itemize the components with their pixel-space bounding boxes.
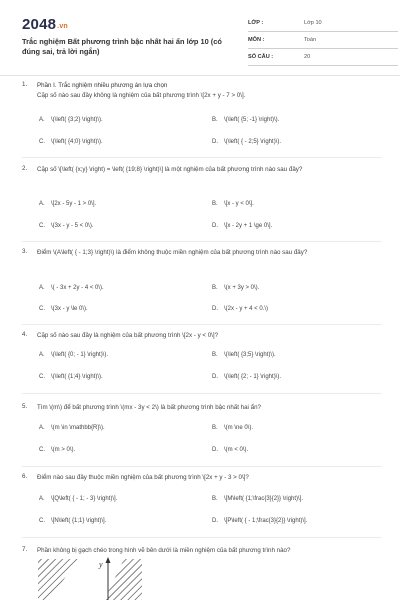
question-4	[22, 331, 382, 401]
option-d[interactable]	[212, 374, 281, 380]
option-label: A.	[39, 352, 45, 358]
question-5	[22, 403, 382, 473]
header-divider	[0, 75, 400, 76]
section-heading: Phần I. Trắc nghiệm nhiều phương án lựa chọn	[37, 82, 168, 89]
question-3	[22, 248, 382, 328]
question-text: Điểm \(A\left( { - 1;3} \right)\) là điểm không thuộc miền nghiệm của bất phương trình nào sau đây?	[37, 249, 308, 256]
option-label: B.	[212, 425, 218, 431]
question-number: 1.	[22, 81, 28, 88]
option-c[interactable]	[39, 447, 75, 453]
option-text: \(x + 3y > 0\).	[224, 285, 260, 291]
option-text: \(\left( {2; - 1} \right)\).	[224, 374, 282, 380]
option-label: A.	[39, 201, 45, 207]
hatched-region-left	[38, 559, 78, 600]
question-divider	[22, 241, 382, 242]
option-a[interactable]	[39, 352, 108, 358]
document-meta	[248, 15, 398, 66]
option-text: \(2x - y + 4 < 0.\)	[224, 306, 269, 312]
question-number: 3.	[22, 248, 28, 255]
meta-label: LỚP :	[248, 20, 264, 26]
question-2	[22, 165, 382, 245]
option-text: \[2x - 5y - 1 > 0\].	[51, 201, 97, 207]
question-text: Cặp số nào sau đây là nghiệm của bất phương trình \[2x - y < 0\]?	[37, 332, 219, 339]
document-header	[22, 12, 382, 70]
question-divider	[22, 393, 382, 394]
question-text: Phần không bị gạch chéo trong hình vẽ bên dưới là miền nghiệm của bất phương trình nào?	[37, 547, 291, 554]
option-text: \(\left( {3;2} \right)\).	[51, 117, 103, 123]
site-logo[interactable]	[22, 16, 68, 33]
option-label: D.	[212, 306, 218, 312]
question-divider	[22, 466, 382, 467]
option-b[interactable]	[212, 285, 259, 291]
question-stem: Cặp số nào sau đây không là nghiệm của bất phương trình \[2x + y - 7 > 0\].	[37, 92, 246, 99]
option-text: \(3x - y \le 0\).	[51, 306, 88, 312]
meta-value: Lớp 10	[304, 20, 322, 26]
option-b[interactable]	[212, 201, 254, 207]
question-text: Cặp số \[\left( {x;y} \right) = \left( {19;8} \right)\] là một nghiệm của bất phương trình nào sau đây?	[37, 166, 303, 173]
option-a[interactable]	[39, 117, 103, 123]
option-text: \(\left( {3;5} \right)\).	[224, 352, 276, 358]
option-text: \(\left( {4;0} \right)\).	[51, 139, 103, 145]
option-d[interactable]	[212, 139, 281, 145]
option-label: D.	[212, 374, 218, 380]
option-c[interactable]	[39, 518, 106, 524]
option-c[interactable]	[39, 374, 103, 380]
option-b[interactable]	[212, 352, 276, 358]
option-text: \(\left( { - 2;5} \right)\).	[224, 139, 282, 145]
option-label: C.	[39, 139, 45, 145]
option-c[interactable]	[39, 306, 88, 312]
option-b[interactable]	[212, 117, 279, 123]
option-text: \(\left( {5; -1} \right)\).	[224, 117, 280, 123]
meta-label: SỐ CÂU :	[248, 54, 274, 60]
option-label: A.	[39, 117, 45, 123]
option-b[interactable]	[212, 425, 253, 431]
y-axis-arrow	[106, 557, 111, 563]
option-label: C.	[39, 518, 45, 524]
option-text: \(m > 0\).	[51, 447, 76, 453]
option-text: \(\left( {0; - 1} \right)\).	[51, 352, 109, 358]
option-d[interactable]	[212, 447, 248, 453]
option-text: \(m \in \mathbb{R}\).	[51, 425, 105, 431]
question-text	[37, 81, 375, 101]
half-plane-figure	[38, 555, 142, 600]
option-text: \(m < 0\).	[224, 447, 249, 453]
option-text: \[x - 2y + 1 \ge 0\].	[224, 223, 273, 229]
option-a[interactable]	[39, 425, 105, 431]
question-6	[22, 473, 382, 543]
option-label: C.	[39, 306, 45, 312]
meta-row-subject	[248, 32, 398, 49]
meta-label: MÔN :	[248, 37, 265, 43]
meta-row-question-count	[248, 49, 398, 66]
option-text: \[M\left( {1;\frac{3}{2}} \right)\].	[224, 496, 304, 502]
logo-text: 2048	[22, 16, 57, 33]
question-number: 7.	[22, 546, 28, 553]
question-number: 6.	[22, 473, 28, 480]
question-1	[22, 81, 382, 161]
logo-suffix: .vn	[57, 23, 68, 30]
option-label: A.	[39, 285, 45, 291]
option-label: B.	[212, 496, 218, 502]
option-label: D.	[212, 447, 218, 453]
option-text: \[P\left( { - 1;\frac{3}{2}} \right)\].	[224, 518, 308, 524]
option-text: \[Q\left( { - 1; - 3} \right)\].	[51, 496, 118, 502]
question-number: 4.	[22, 331, 28, 338]
option-label: A.	[39, 425, 45, 431]
meta-value: 20	[304, 54, 311, 60]
option-label: D.	[212, 223, 218, 229]
option-label: D.	[212, 518, 218, 524]
option-label: C.	[39, 374, 45, 380]
option-label: B.	[212, 117, 218, 123]
option-a[interactable]	[39, 201, 96, 207]
option-label: B.	[212, 285, 218, 291]
question-divider	[22, 537, 382, 538]
option-label: B.	[212, 201, 218, 207]
option-d[interactable]	[212, 223, 272, 229]
option-text: \(\left( {1;4} \right)\).	[51, 374, 103, 380]
question-text: Tìm \(m\) để bất phương trình \(mx - 3y < 2\) là bất phương trình bậc nhất hai ẩn?	[37, 404, 261, 411]
option-label: D.	[212, 139, 218, 145]
y-axis-label: y	[99, 560, 103, 569]
meta-value: Toán	[304, 37, 317, 43]
option-text: \[x - y < 0\].	[224, 201, 254, 207]
option-text: \[N\left( {1;1} \right)\].	[51, 518, 107, 524]
option-label: B.	[212, 352, 218, 358]
option-d[interactable]	[212, 306, 268, 312]
document-title: Trắc nghiệm Bất phương trình bậc nhất hai ẩn lớp 10 (có đúng sai, trả lời ngắn)	[22, 37, 222, 56]
question-number: 5.	[22, 403, 28, 410]
option-b[interactable]	[212, 496, 303, 502]
option-d[interactable]	[212, 518, 307, 524]
question-divider	[22, 324, 382, 325]
option-text: \( - 3x + 2y - 4 < 0\).	[51, 285, 104, 291]
meta-row-class	[248, 15, 398, 32]
option-label: A.	[39, 496, 45, 502]
option-label: C.	[39, 223, 45, 229]
option-text: \(3x - y - 5 < 0\).	[51, 223, 94, 229]
option-c[interactable]	[39, 139, 103, 145]
option-text: \(m \ne 0\).	[224, 425, 254, 431]
option-label: C.	[39, 447, 45, 453]
question-number: 2.	[22, 165, 28, 172]
option-a[interactable]	[39, 285, 104, 291]
option-a[interactable]	[39, 496, 117, 502]
option-c[interactable]	[39, 223, 94, 229]
question-divider	[22, 157, 382, 158]
question-text: Điểm nào sau đây thuộc miền nghiệm của bất phương trình \[2x + y - 3 > 0\]?	[37, 474, 249, 481]
